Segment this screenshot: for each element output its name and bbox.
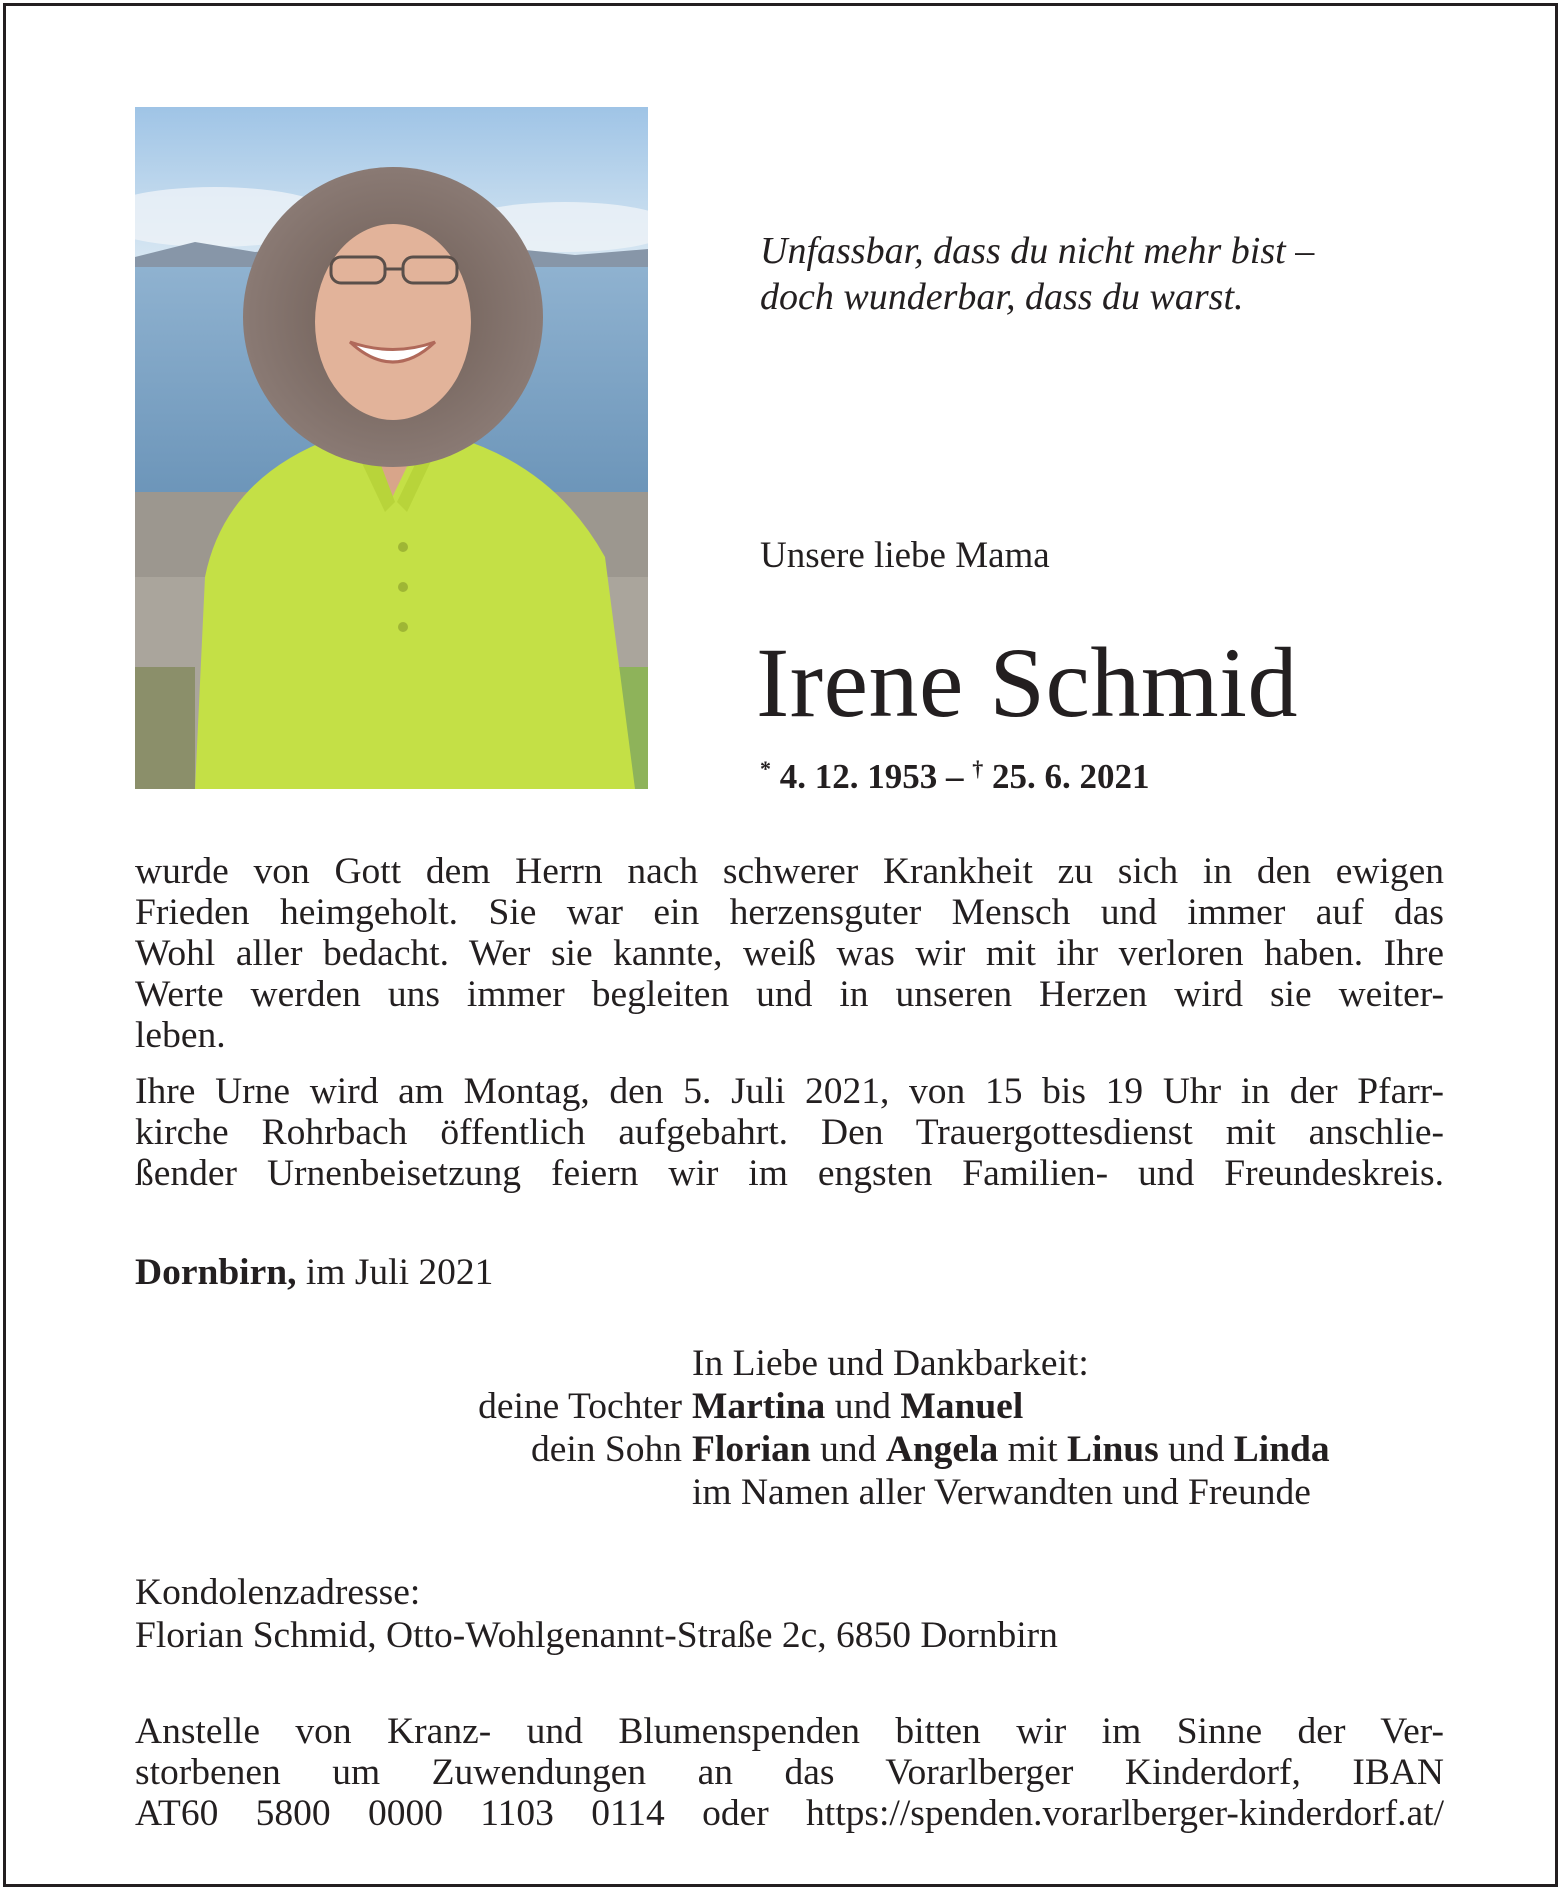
deceased-name: Irene Schmid bbox=[756, 627, 1298, 738]
death-date: 25. 6. 2021 bbox=[992, 757, 1150, 796]
quote-line: doch wunderbar, dass du warst. bbox=[760, 276, 1244, 318]
memorial-quote bbox=[760, 228, 1460, 320]
text-line: kirche Rohrbach öffentlich aufgebahrt. Den Trauergottesdienst mit anschlie- bbox=[135, 1112, 1444, 1153]
grandchild-name: Linus bbox=[1067, 1429, 1159, 1470]
text-line: Wohl aller bedacht. Wer sie kannte, weiß was wir mit ihr verloren haben. Ihre bbox=[135, 933, 1444, 974]
text-line: Werte werden uns immer begleiten und in unseren Herzen wird sie weiter- bbox=[135, 974, 1444, 1015]
quote-line: Unfassbar, dass du nicht mehr bist – bbox=[760, 230, 1315, 272]
condolence-address bbox=[135, 1571, 1058, 1657]
intro-text: Unsere liebe Mama bbox=[760, 535, 1050, 576]
son-partner-name: Angela bbox=[885, 1429, 999, 1470]
daughter-name: Martina bbox=[692, 1386, 826, 1427]
death-symbol: † bbox=[972, 756, 984, 781]
family-signoff bbox=[135, 1342, 1444, 1514]
text-line: leben. bbox=[135, 1015, 226, 1056]
daughter-partner-name: Manuel bbox=[900, 1386, 1024, 1427]
funeral-details-paragraph bbox=[135, 1071, 1444, 1194]
signoff-closing: im Namen aller Verwandten und Freunde bbox=[692, 1472, 1311, 1513]
place-city: Dornbirn, bbox=[135, 1252, 297, 1293]
son-name: Florian bbox=[692, 1429, 811, 1470]
conjunction: und bbox=[825, 1386, 901, 1427]
text-line: Ihre Urne wird am Montag, den 5. Juli 2021, von 15 bis 19 Uhr in der Pfarr- bbox=[135, 1071, 1444, 1112]
birth-date: 4. 12. 1953 bbox=[779, 757, 938, 796]
text-line: Anstelle von Kranz- und Blumenspenden bitten wir im Sinne der Ver- bbox=[135, 1711, 1444, 1752]
text-line: wurde von Gott dem Herrn nach schwerer Krankheit zu sich in den ewigen bbox=[135, 851, 1444, 892]
place-date bbox=[135, 1251, 493, 1294]
signoff-heading: In Liebe und Dankbarkeit: bbox=[692, 1343, 1089, 1384]
grandchild-name: Linda bbox=[1233, 1429, 1330, 1470]
son-label: dein Sohn bbox=[530, 1429, 682, 1470]
text-line: Frieden heimgeholt. Sie war ein herzensguter Mensch und immer auf das bbox=[135, 892, 1444, 933]
donation-paragraph bbox=[135, 1711, 1444, 1834]
text-line: AT60 5800 0000 1103 0114 oder https://spenden.vorarlberger-kinderdorf.at/ bbox=[135, 1793, 1444, 1834]
text-line: ßender Urnenbeisetzung feiern wir im engsten Familien- und Freundeskreis. bbox=[135, 1153, 1444, 1194]
announcement-paragraph bbox=[135, 851, 1444, 1056]
obituary-frame bbox=[3, 3, 1558, 1887]
life-dates bbox=[760, 756, 1150, 797]
conjunction: mit bbox=[998, 1429, 1068, 1470]
text-line: storbenen um Zuwendungen an das Vorarlberger Kinderdorf, IBAN bbox=[135, 1752, 1444, 1793]
daughter-label: deine Tochter bbox=[478, 1386, 682, 1427]
conjunction: und bbox=[810, 1429, 886, 1470]
address-label: Kondolenzadresse: bbox=[135, 1572, 421, 1613]
address-line: Florian Schmid, Otto-Wohlgenannt-Straße 2c, 6850 Dornbirn bbox=[135, 1615, 1058, 1656]
date-separator: – bbox=[937, 757, 973, 796]
conjunction: und bbox=[1158, 1429, 1234, 1470]
place-month: im Juli 2021 bbox=[296, 1252, 494, 1293]
portrait-photo bbox=[135, 107, 648, 789]
birth-symbol: * bbox=[760, 756, 771, 781]
